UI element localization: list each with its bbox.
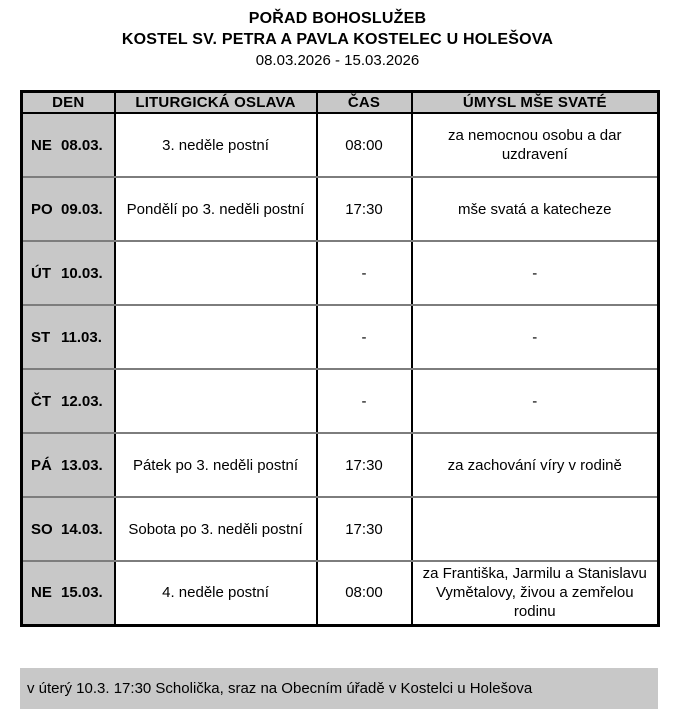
time-cell: - <box>317 369 412 433</box>
celebration-cell <box>115 369 317 433</box>
time-cell: 08:00 <box>317 113 412 177</box>
day-cell <box>22 113 115 177</box>
page-title: POŘAD BOHOSLUŽEB <box>248 10 427 27</box>
celebration-cell: 3. neděle postní <box>115 113 317 177</box>
intention-cell <box>412 497 659 561</box>
celebration-cell: Pátek po 3. neděli postní <box>115 433 317 497</box>
day-cell <box>22 497 115 561</box>
day-abbr: NE <box>31 584 52 602</box>
column-header-time: ČAS <box>317 92 412 114</box>
intention-cell: - <box>412 305 659 369</box>
time-cell: 17:30 <box>317 497 412 561</box>
day-date: 12.03. <box>61 392 103 410</box>
table-row <box>22 177 659 241</box>
day-abbr: NE <box>31 136 52 154</box>
day-date: 15.03. <box>61 584 103 602</box>
column-header-intention: ÚMYSL MŠE SVATÉ <box>412 92 659 114</box>
day-cell <box>22 433 115 497</box>
table-header-row <box>22 92 659 114</box>
day-cell <box>22 369 115 433</box>
day-date: 14.03. <box>61 520 103 538</box>
footer-note: v úterý 10.3. 17:30 Scholička, sraz na Obecním úřadě v Kostelci u Holešova <box>20 668 658 709</box>
day-abbr: PÁ <box>31 456 52 474</box>
table-row <box>22 433 659 497</box>
day-abbr: ÚT <box>31 264 51 282</box>
day-date: 10.03. <box>61 264 103 282</box>
table-row <box>22 113 659 177</box>
day-cell <box>22 305 115 369</box>
column-header-day: DEN <box>22 92 115 114</box>
celebration-cell: 4. neděle postní <box>115 561 317 625</box>
day-date: 09.03. <box>61 200 103 218</box>
day-abbr: ČT <box>31 392 51 410</box>
time-cell: - <box>317 241 412 305</box>
day-date: 13.03. <box>61 456 103 474</box>
intention-cell: za zachování víry v rodině <box>412 433 659 497</box>
day-date: 08.03. <box>61 136 103 154</box>
date-range: 08.03.2026 - 15.03.2026 <box>255 52 420 69</box>
time-cell: 17:30 <box>317 433 412 497</box>
intention-cell: za Františka, Jarmilu a Stanislavu Vymětalovy, živou a zemřelou rodinu <box>412 561 659 625</box>
intention-cell: mše svatá a katecheze <box>412 177 659 241</box>
day-date: 11.03. <box>61 328 102 346</box>
church-name: KOSTEL SV. PETRA A PAVLA KOSTELEC U HOLEŠOVA <box>121 31 554 48</box>
time-cell: 08:00 <box>317 561 412 625</box>
column-header-celebration: LITURGICKÁ OSLAVA <box>115 92 317 114</box>
celebration-cell <box>115 241 317 305</box>
intention-cell: - <box>412 369 659 433</box>
day-cell <box>22 177 115 241</box>
document-header <box>0 8 675 71</box>
day-abbr: PO <box>31 200 53 218</box>
table-row <box>22 369 659 433</box>
intention-cell: za nemocnou osobu a dar uzdravení <box>412 113 659 177</box>
celebration-cell <box>115 305 317 369</box>
table-row <box>22 497 659 561</box>
table-row <box>22 241 659 305</box>
day-cell <box>22 561 115 625</box>
celebration-cell: Pondělí po 3. neděli postní <box>115 177 317 241</box>
day-abbr: ST <box>31 328 51 346</box>
time-cell: - <box>317 305 412 369</box>
day-abbr: SO <box>31 520 53 538</box>
table-row <box>22 561 659 625</box>
day-cell <box>22 241 115 305</box>
intention-cell: - <box>412 241 659 305</box>
schedule-table <box>20 90 660 627</box>
table-row <box>22 305 659 369</box>
celebration-cell: Sobota po 3. neděli postní <box>115 497 317 561</box>
time-cell: 17:30 <box>317 177 412 241</box>
